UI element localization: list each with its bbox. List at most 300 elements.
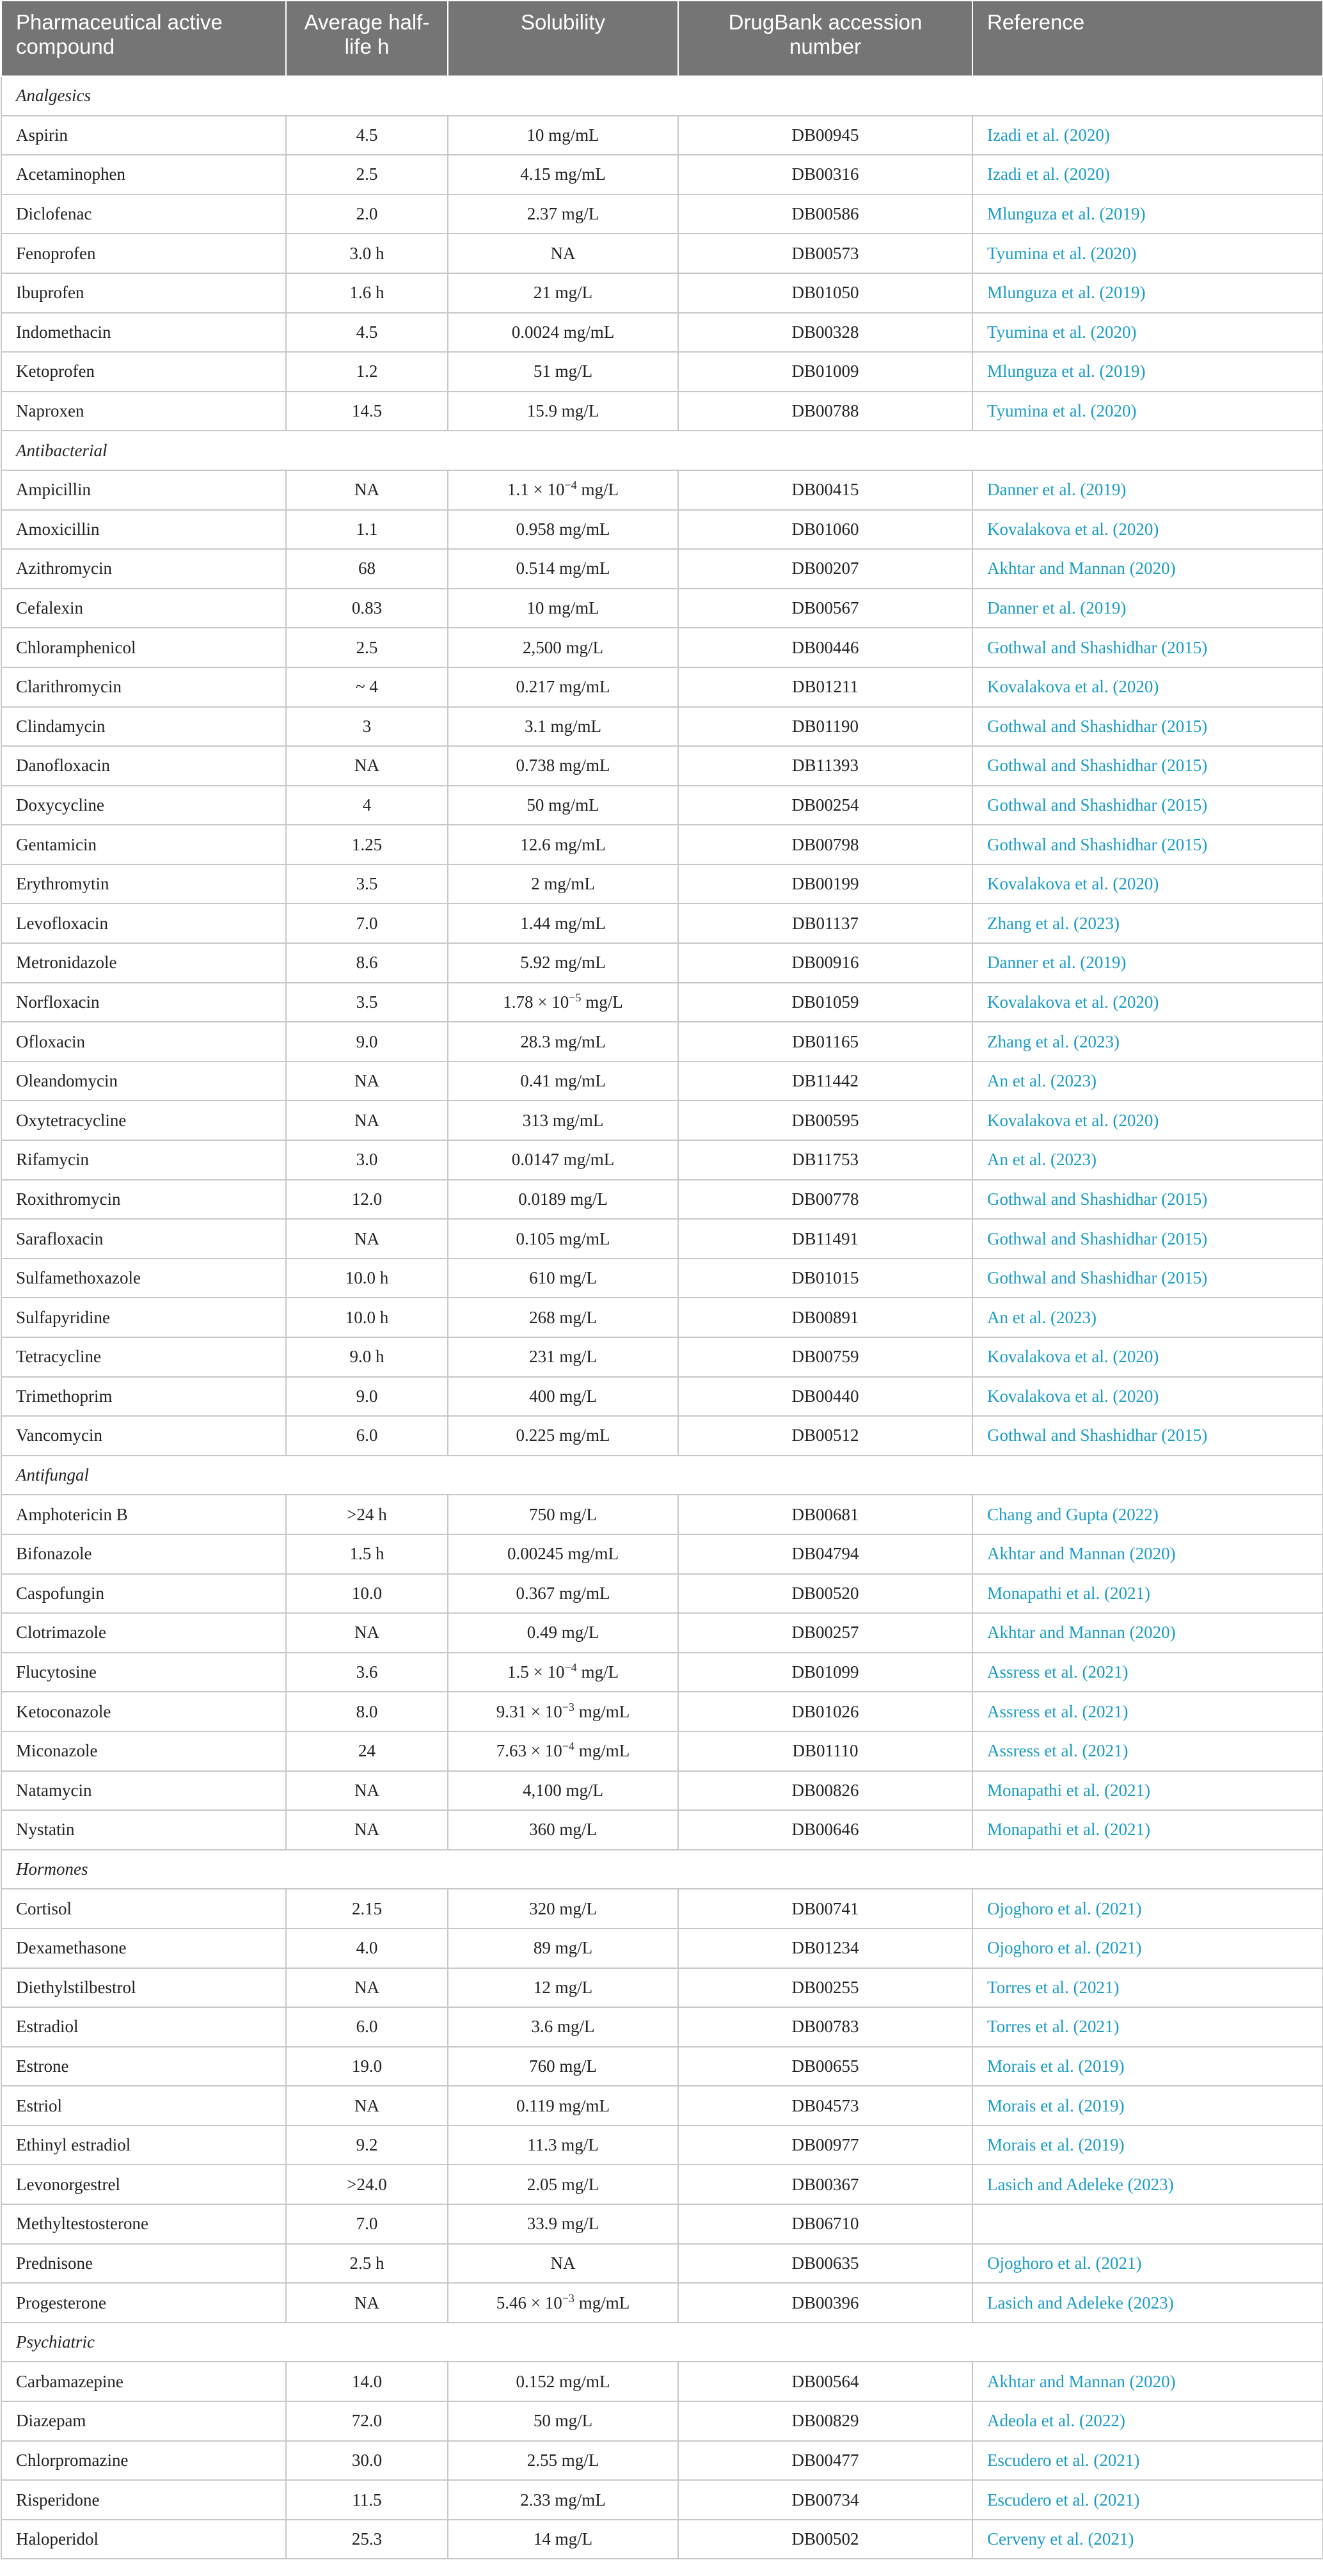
table-row [1,1653,1323,1692]
solubility-cell: 11.3 mg/L [448,2126,678,2165]
table-row [1,1259,1323,1298]
reference-link[interactable]: Monapathi et al. (2021) [972,1771,1323,1811]
half-life-cell: 72.0 [286,2401,448,2441]
compound-cell: Clotrimazole [1,1613,286,1653]
compound-cell: Clarithromycin [1,667,286,707]
accession-cell: DB00916 [678,943,972,983]
compound-cell: Diethylstilbestrol [1,1968,286,2008]
half-life-cell: 2.5 [286,155,448,195]
solubility-cell [448,470,678,510]
solubility-exponent: −5 [569,990,582,1004]
compound-cell: Cefalexin [1,589,286,628]
solubility-cell: 0.119 mg/mL [448,2086,678,2126]
compound-cell: Diclofenac [1,195,286,234]
compound-cell: Trimethoprim [1,1377,286,1417]
reference-link[interactable]: Akhtar and Mannan (2020) [972,1534,1323,1574]
table-row [1,1416,1323,1456]
half-life-cell: 9.0 [286,1377,448,1417]
solubility-exponent: −4 [564,479,577,492]
table-body [1,76,1323,2559]
half-life-cell: 6.0 [286,2007,448,2047]
table-row [1,1219,1323,1259]
solubility-cell: 33.9 mg/L [448,2204,678,2244]
solubility-cell: 0.367 mg/mL [448,1574,678,1614]
reference-link[interactable]: Akhtar and Mannan (2020) [972,549,1323,589]
half-life-cell: >24 h [286,1495,448,1534]
reference-link[interactable]: Tyumina et al. (2020) [972,313,1323,353]
compound-cell: Ethinyl estradiol [1,2126,286,2165]
half-life-cell: 4 [286,786,448,825]
reference-link[interactable]: Kovalakova et al. (2020) [972,667,1323,707]
compound-cell: Dexamethasone [1,1928,286,1968]
solubility-cell: 0.0147 mg/mL [448,1140,678,1180]
compound-cell: Haloperidol [1,2520,286,2559]
half-life-cell: 25.3 [286,2520,448,2559]
solubility-cell: NA [448,234,678,273]
compound-cell: Indomethacin [1,313,286,353]
compound-cell: Fenoprofen [1,234,286,273]
solubility-exponent: −3 [562,1700,574,1713]
solubility-unit: mg/L [576,480,619,500]
reference-link[interactable]: Morais et al. (2019) [972,2047,1323,2087]
half-life-cell: 3.5 [286,864,448,904]
table-row [1,1928,1323,1968]
accession-cell: DB00564 [678,2362,972,2401]
table-row [1,195,1323,234]
half-life-cell: 24 [286,1731,448,1771]
solubility-cell: 15.9 mg/L [448,392,678,431]
half-life-cell: 3.6 [286,1653,448,1692]
table-row [1,2362,1323,2401]
solubility-cell: 0.0024 mg/mL [448,313,678,353]
reference-link[interactable]: Tyumina et al. (2020) [972,234,1323,273]
solubility-cell: 0.152 mg/mL [448,2362,678,2401]
solubility-cell: 0.49 mg/L [448,1613,678,1653]
solubility-exponent: −4 [564,1661,577,1674]
section-title: Hormones [1,1850,1323,1889]
table-row [1,2520,1323,2559]
compound-cell: Prednisone [1,2244,286,2284]
table-row [1,2204,1323,2244]
reference-link[interactable]: Morais et al. (2019) [972,2126,1323,2165]
half-life-cell: 14.0 [286,2362,448,2401]
compound-cell: Metronidazole [1,943,286,983]
reference-link[interactable]: Assress et al. (2021) [972,1692,1323,1731]
table-row [1,2283,1323,2323]
accession-cell: DB00567 [678,589,972,628]
reference-link[interactable]: Kovalakova et al. (2020) [972,1377,1323,1417]
solubility-cell: 3.1 mg/mL [448,707,678,747]
half-life-cell: 6.0 [286,1416,448,1456]
compound-cell: Diazepam [1,2401,286,2441]
accession-cell: DB00316 [678,155,972,195]
solubility-cell: 231 mg/L [448,1337,678,1377]
reference-link[interactable]: Torres et al. (2021) [972,1968,1323,2008]
compound-cell: Estrone [1,2047,286,2087]
half-life-cell: 4.0 [286,1928,448,1968]
table-row [1,352,1323,392]
solubility-cell: 4,100 mg/L [448,1771,678,1811]
compound-cell: Flucytosine [1,1653,286,1692]
reference-link[interactable]: Kovalakova et al. (2020) [972,1101,1323,1140]
reference-link[interactable]: Ojoghoro et al. (2021) [972,2244,1323,2284]
reference-link[interactable]: Gothwal and Shashidhar (2015) [972,1416,1323,1456]
table-row [1,1061,1323,1101]
accession-cell: DB00512 [678,1416,972,1456]
half-life-cell: NA [286,1061,448,1101]
half-life-cell: 1.6 h [286,273,448,313]
solubility-cell: 0.105 mg/mL [448,1219,678,1259]
reference-link[interactable]: Danner et al. (2019) [972,943,1323,983]
table-row [1,2480,1323,2520]
accession-cell: DB00635 [678,2244,972,2284]
table-row [1,1180,1323,1220]
table-row [1,155,1323,195]
reference-link[interactable]: Monapathi et al. (2021) [972,1574,1323,1614]
table-row [1,1968,1323,2008]
compound-cell: Methyltestosterone [1,2204,286,2244]
table-row [1,707,1323,747]
reference-link[interactable]: Lasich and Adeleke (2023) [972,2283,1323,2323]
reference-link[interactable]: Danner et al. (2019) [972,470,1323,510]
reference-link[interactable]: Mlunguza et al. (2019) [972,195,1323,234]
reference-link[interactable]: Zhang et al. (2023) [972,1022,1323,1061]
solubility-cell: 750 mg/L [448,1495,678,1534]
table-row [1,825,1323,864]
half-life-cell: 19.0 [286,2047,448,2087]
half-life-cell: 2.5 h [286,2244,448,2284]
reference-link[interactable]: Adeola et al. (2022) [972,2401,1323,2441]
half-life-cell: NA [286,470,448,510]
reference-link[interactable]: Torres et al. (2021) [972,2007,1323,2047]
reference-link[interactable]: Danner et al. (2019) [972,589,1323,628]
half-life-cell: 2.0 [286,195,448,234]
table-row [1,1337,1323,1377]
table-row [1,1574,1323,1614]
table-row [1,549,1323,589]
half-life-cell: >24.0 [286,2165,448,2204]
accession-cell: DB01211 [678,667,972,707]
half-life-cell: 10.0 [286,1574,448,1614]
accession-cell: DB11442 [678,1061,972,1101]
compound-cell: Sarafloxacin [1,1219,286,1259]
solubility-cell: 760 mg/L [448,2047,678,2087]
solubility-cell: 400 mg/L [448,1377,678,1417]
reference-link[interactable]: Gothwal and Shashidhar (2015) [972,786,1323,825]
solubility-mantissa: 7.63 × 10 [496,1741,562,1761]
reference-link[interactable]: Assress et al. (2021) [972,1653,1323,1692]
half-life-cell: 9.2 [286,2126,448,2165]
solubility-cell: 28.3 mg/mL [448,1022,678,1061]
reference-link [972,2204,1323,2244]
reference-link[interactable]: Mlunguza et al. (2019) [972,273,1323,313]
compound-cell: Clindamycin [1,707,286,747]
solubility-cell: 14 mg/L [448,2520,678,2559]
compound-cell: Nystatin [1,1810,286,1850]
accession-cell: DB00829 [678,2401,972,2441]
solubility-unit: mg/mL [574,1701,630,1721]
reference-link[interactable]: Mlunguza et al. (2019) [972,352,1323,392]
accession-cell: DB11753 [678,1140,972,1180]
solubility-cell: 0.217 mg/mL [448,667,678,707]
reference-link[interactable]: Ojoghoro et al. (2021) [972,1928,1323,1968]
accession-cell: DB00759 [678,1337,972,1377]
accession-cell: DB00655 [678,2047,972,2087]
reference-link[interactable]: Kovalakova et al. (2020) [972,1337,1323,1377]
accession-cell: DB00440 [678,1377,972,1417]
table-row [1,903,1323,943]
section-title: Psychiatric [1,2323,1323,2362]
solubility-cell: 2,500 mg/L [448,628,678,667]
compound-cell: Progesterone [1,2283,286,2323]
reference-link[interactable]: Escudero et al. (2021) [972,2441,1323,2481]
solubility-cell: 0.514 mg/mL [448,549,678,589]
half-life-cell: 0.83 [286,589,448,628]
solubility-cell: 50 mg/mL [448,786,678,825]
accession-cell: DB00741 [678,1889,972,1928]
compound-cell: Norfloxacin [1,983,286,1022]
reference-link[interactable]: Kovalakova et al. (2020) [972,983,1323,1022]
solubility-exponent: −3 [562,2291,574,2305]
solubility-cell: 0.41 mg/mL [448,1061,678,1101]
accession-cell: DB01234 [678,1928,972,1968]
accession-cell: DB00595 [678,1101,972,1140]
compound-cell: Chlorpromazine [1,2441,286,2481]
compound-cell: Amoxicillin [1,510,286,550]
solubility-cell [448,2283,678,2323]
accession-cell: DB00446 [678,628,972,667]
reference-link[interactable]: An et al. (2023) [972,1061,1323,1101]
table-row [1,1101,1323,1140]
solubility-cell: 50 mg/L [448,2401,678,2441]
solubility-cell: 21 mg/L [448,273,678,313]
half-life-cell: NA [286,1771,448,1811]
solubility-mantissa: 9.31 × 10 [496,1701,562,1721]
half-life-cell: NA [286,2086,448,2126]
compound-cell: Ketoprofen [1,352,286,392]
solubility-cell [448,1692,678,1731]
compound-cell: Levonorgestrel [1,2165,286,2204]
accession-cell: DB00586 [678,195,972,234]
reference-link[interactable]: Akhtar and Mannan (2020) [972,2362,1323,2401]
table-row [1,2047,1323,2087]
compound-cell: Estradiol [1,2007,286,2047]
accession-cell: DB00734 [678,2480,972,2520]
compound-cell: Miconazole [1,1731,286,1771]
solubility-cell: NA [448,2244,678,2284]
reference-link[interactable]: Gothwal and Shashidhar (2015) [972,1219,1323,1259]
compound-cell: Carbamazepine [1,2362,286,2401]
table-row [1,1495,1323,1534]
header-compound: Pharmaceutical active compound [1,1,286,76]
half-life-cell: 9.0 h [286,1337,448,1377]
reference-link[interactable]: Cerveny et al. (2021) [972,2520,1323,2559]
section-title: Analgesics [1,76,1323,116]
half-life-cell: 3.0 h [286,234,448,273]
table-row [1,1613,1323,1653]
solubility-unit: mg/L [581,992,623,1012]
compound-cell: Caspofungin [1,1574,286,1614]
table-row [1,2401,1323,2441]
compound-cell: Acetaminophen [1,155,286,195]
reference-link[interactable]: Ojoghoro et al. (2021) [972,1889,1323,1928]
compound-cell: Risperidone [1,2480,286,2520]
section-row [1,76,1323,116]
solubility-cell: 2.05 mg/L [448,2165,678,2204]
half-life-cell: NA [286,1613,448,1653]
half-life-cell: 10.0 h [286,1259,448,1298]
reference-link[interactable]: Morais et al. (2019) [972,2086,1323,2126]
solubility-exponent: −4 [562,1740,574,1753]
solubility-cell: 0.0189 mg/L [448,1180,678,1220]
accession-cell: DB01190 [678,707,972,747]
solubility-cell: 10 mg/mL [448,589,678,628]
reference-link[interactable]: Gothwal and Shashidhar (2015) [972,707,1323,747]
table-row [1,1377,1323,1417]
solubility-cell [448,1731,678,1771]
solubility-cell: 12.6 mg/mL [448,825,678,864]
compound-cell: Estriol [1,2086,286,2126]
compound-cell: Aspirin [1,116,286,155]
reference-link[interactable]: Monapathi et al. (2021) [972,1810,1323,1850]
solubility-cell: 0.958 mg/mL [448,510,678,550]
table-row [1,786,1323,825]
accession-cell: DB01050 [678,273,972,313]
section-title: Antibacterial [1,431,1323,470]
reference-link[interactable]: Zhang et al. (2023) [972,903,1323,943]
solubility-unit: mg/mL [574,1741,630,1761]
half-life-cell: 1.1 [286,510,448,550]
solubility-mantissa: 1.78 × 10 [503,992,569,1012]
reference-link[interactable]: Izadi et al. (2020) [972,116,1323,155]
reference-link[interactable]: Tyumina et al. (2020) [972,392,1323,431]
accession-cell: DB00646 [678,1810,972,1850]
reference-link[interactable]: Gothwal and Shashidhar (2015) [972,628,1323,667]
table-row [1,1534,1323,1574]
table-row [1,667,1323,707]
section-row [1,1850,1323,1889]
reference-link[interactable]: Kovalakova et al. (2020) [972,864,1323,904]
reference-link[interactable]: Akhtar and Mannan (2020) [972,1613,1323,1653]
header-row [1,1,1323,76]
compound-cell: Ketoconazole [1,1692,286,1731]
reference-link[interactable]: Gothwal and Shashidhar (2015) [972,746,1323,786]
accession-cell: DB00788 [678,392,972,431]
solubility-unit: mg/mL [574,2293,630,2312]
compound-cell: Amphotericin B [1,1495,286,1534]
table-row [1,1298,1323,1337]
half-life-cell: NA [286,746,448,786]
half-life-cell: NA [286,1810,448,1850]
table-row [1,1889,1323,1928]
table-row [1,2441,1323,2481]
half-life-cell: NA [286,2283,448,2323]
half-life-cell: 3 [286,707,448,747]
half-life-cell: NA [286,1968,448,2008]
solubility-mantissa: 1.1 × 10 [507,480,565,500]
accession-cell: DB00778 [678,1180,972,1220]
half-life-cell: 68 [286,549,448,589]
solubility-cell: 12 mg/L [448,1968,678,2008]
header-reference: Reference [972,1,1323,76]
compound-cell: Oxytetracycline [1,1101,286,1140]
compound-cell: Roxithromycin [1,1180,286,1220]
accession-cell: DB00891 [678,1298,972,1337]
accession-cell: DB00477 [678,2441,972,2481]
accession-cell: DB00573 [678,234,972,273]
compound-cell: Azithromycin [1,549,286,589]
compound-cell: Erythromytin [1,864,286,904]
half-life-cell: 30.0 [286,2441,448,2481]
compound-cell: Vancomycin [1,1416,286,1456]
table-row [1,116,1323,155]
compound-cell: Danofloxacin [1,746,286,786]
accession-cell: DB04573 [678,2086,972,2126]
table-row [1,864,1323,904]
reference-link[interactable]: Kovalakova et al. (2020) [972,510,1323,550]
reference-link[interactable]: Gothwal and Shashidhar (2015) [972,825,1323,864]
half-life-cell: 9.0 [286,1022,448,1061]
accession-cell: DB00783 [678,2007,972,2047]
reference-link[interactable]: Assress et al. (2021) [972,1731,1323,1771]
reference-link[interactable]: Gothwal and Shashidhar (2015) [972,1180,1323,1220]
solubility-cell [448,1653,678,1692]
reference-link[interactable]: An et al. (2023) [972,1298,1323,1337]
compound-cell: Ampicillin [1,470,286,510]
accession-cell: DB00328 [678,313,972,353]
accession-cell: DB01137 [678,903,972,943]
accession-cell: DB00681 [678,1495,972,1534]
accession-cell: DB01026 [678,1692,972,1731]
header-solubility: Solubility [448,1,678,76]
compound-cell: Cortisol [1,1889,286,1928]
accession-cell: DB00396 [678,2283,972,2323]
accession-cell: DB00502 [678,2520,972,2559]
reference-link[interactable]: Gothwal and Shashidhar (2015) [972,1259,1323,1298]
compound-cell: Chloramphenicol [1,628,286,667]
compound-cell: Sulfapyridine [1,1298,286,1337]
reference-link[interactable]: Lasich and Adeleke (2023) [972,2165,1323,2204]
accession-cell: DB00199 [678,864,972,904]
reference-link[interactable]: Chang and Gupta (2022) [972,1495,1323,1534]
reference-link[interactable]: An et al. (2023) [972,1140,1323,1180]
solubility-mantissa: 5.46 × 10 [496,2293,562,2312]
reference-link[interactable]: Escudero et al. (2021) [972,2480,1323,2520]
section-row [1,431,1323,470]
accession-cell: DB00977 [678,2126,972,2165]
accession-cell: DB01009 [678,352,972,392]
compound-cell: Tetracycline [1,1337,286,1377]
accession-cell: DB01165 [678,1022,972,1061]
reference-link[interactable]: Izadi et al. (2020) [972,155,1323,195]
solubility-cell: 320 mg/L [448,1889,678,1928]
table-row [1,470,1323,510]
compound-cell: Gentamicin [1,825,286,864]
table-row [1,1810,1323,1850]
table-row [1,2126,1323,2165]
solubility-unit: mg/L [576,1662,619,1682]
accession-cell: DB11393 [678,746,972,786]
solubility-cell: 3.6 mg/L [448,2007,678,2047]
accession-cell: DB00945 [678,116,972,155]
accession-cell: DB00415 [678,470,972,510]
half-life-cell: 8.0 [286,1692,448,1731]
accession-cell: DB01015 [678,1259,972,1298]
table-row [1,746,1323,786]
accession-cell: DB00207 [678,549,972,589]
table-row [1,2007,1323,2047]
table-row [1,983,1323,1022]
